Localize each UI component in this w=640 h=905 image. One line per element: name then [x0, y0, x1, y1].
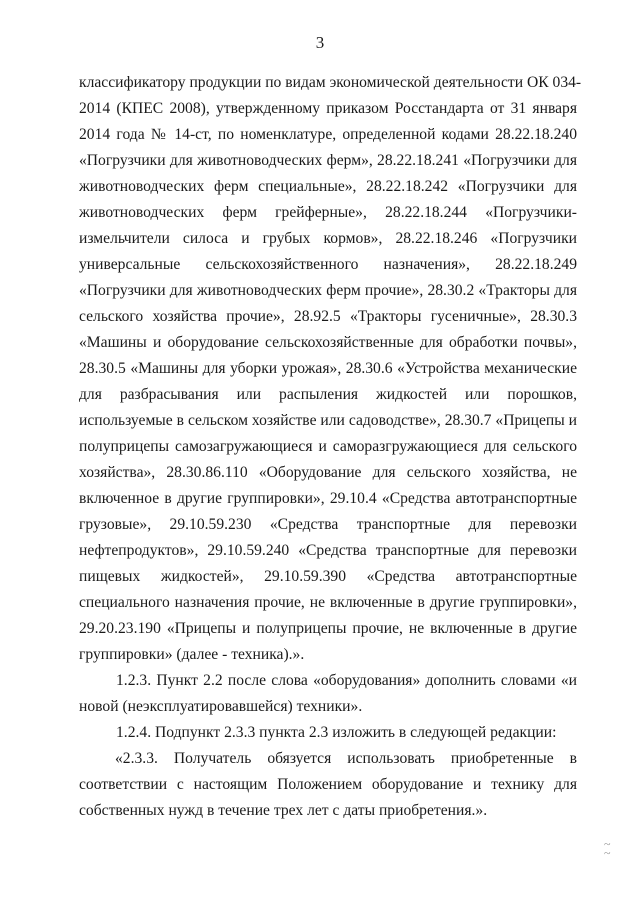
text-line: «Погрузчики для животноводческих ферм прочие», 28.30.2 «Тракторы для [79, 282, 577, 299]
scan-mark: ~ ~ [604, 837, 611, 860]
text-line: используемые в сельском хозяйстве или садоводстве», 28.30.7 «Прицепы и [79, 412, 577, 429]
text-line: классификатору продукции по видам экономической деятельности ОК 034- [79, 74, 582, 91]
text-line: 29.20.23.190 «Прицепы и полуприцепы прочие, не включенные в другие [79, 620, 577, 637]
text-line: хозяйства», 28.30.86.110 «Оборудование для сельского хозяйства, не [79, 464, 577, 481]
text-line: группировки» (далее - техника).». [79, 646, 305, 663]
text-line: собственных нужд в течение трех лет с даты приобретения.». [79, 802, 488, 819]
text-line: 2014 года № 14-ст, по номенклатуре, определенной кодами 28.22.18.240 [79, 126, 577, 143]
text-line: специального назначения прочие, не включенные в другие группировки», [79, 594, 577, 611]
text-line: включенное в другие группировки», 29.10.4 «Средства автотранспортные [79, 490, 577, 507]
text-line: животноводческих ферм грейферные», 28.22.18.244 «Погрузчики- [79, 204, 577, 221]
text-line: 1.2.4. Подпункт 2.3.3 пункта 2.3 изложить в следующей редакции: [116, 724, 557, 741]
text-line: сельского хозяйства прочие», 28.92.5 «Тракторы гусеничные», 28.30.3 [79, 308, 577, 325]
text-line: 1.2.3. Пункт 2.2 после слова «оборудования» дополнить словами «и [116, 672, 577, 689]
text-line: новой (неэксплуатировавшейся) техники». [79, 698, 363, 715]
text-line: грузовые», 29.10.59.230 «Средства транспортные для перевозки [79, 516, 577, 533]
page-number: 3 [315, 33, 325, 52]
text-line: «Погрузчики для животноводческих ферм», 28.22.18.241 «Погрузчики для [79, 152, 577, 169]
text-line: «2.3.3. Получатель обязуется использовать приобретенные в [115, 750, 577, 767]
text-line: соответствии с настоящим Положением оборудование и технику для [79, 776, 577, 793]
text-line: 28.30.5 «Машины для уборки урожая», 28.30.6 «Устройства механические [79, 360, 577, 377]
text-line: универсальные сельскохозяйственного назначения», 28.22.18.249 [79, 256, 577, 273]
text-line: 2014 (КПЕС 2008), утвержденному приказом Росстандарта от 31 января [79, 100, 577, 117]
text-line: для разбрасывания или распыления жидкостей или порошков, [79, 386, 577, 403]
text-line: нефтепродуктов», 29.10.59.240 «Средства транспортные для перевозки [79, 542, 577, 559]
text-line: пищевых жидкостей», 29.10.59.390 «Средства автотранспортные [79, 568, 577, 585]
text-line: полуприцепы самозагружающиеся и саморазгружающиеся для сельского [79, 438, 577, 455]
text-line: измельчители силоса и грубых кормов», 28.22.18.246 «Погрузчики [79, 230, 577, 247]
text-line: «Машины и оборудование сельскохозяйственные для обработки почвы», [79, 334, 577, 351]
text-line: животноводческих ферм специальные», 28.22.18.242 «Погрузчики для [79, 178, 577, 195]
